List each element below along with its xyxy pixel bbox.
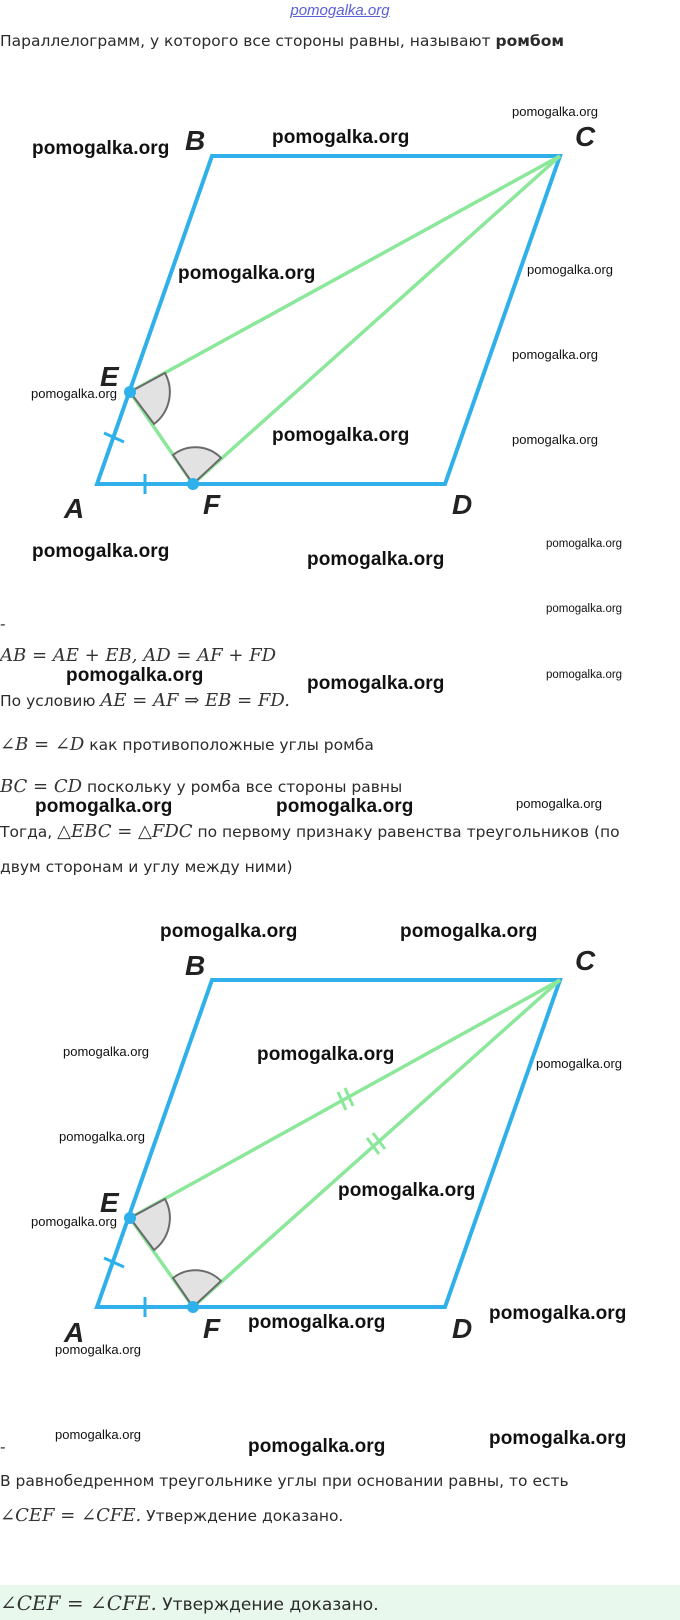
- angle-f-arc: [173, 447, 221, 484]
- conclusion-math: ∠CEF = ∠CFE.: [0, 1505, 142, 1526]
- label-b-2: B: [185, 950, 206, 981]
- label-d-2: D: [452, 1313, 473, 1344]
- proof-line-3: [0, 734, 374, 755]
- angle-e-arc: [130, 373, 170, 424]
- intro-bold-term: ромбом: [495, 32, 565, 50]
- watermark: pomogalka.org: [512, 347, 598, 362]
- point-e: [124, 386, 136, 398]
- conclusion-line: [0, 1505, 343, 1526]
- answer-suffix: Утверждение доказано.: [156, 1595, 379, 1615]
- watermark: pomogalka.org: [338, 1180, 476, 1201]
- proof-line-4: [0, 776, 402, 797]
- label-c-2: C: [575, 945, 596, 976]
- proof-line-3-text: как противоположные углы ромба: [84, 736, 374, 754]
- point-f: [187, 478, 199, 490]
- watermark: pomogalka.org: [55, 1342, 141, 1357]
- watermark: pomogalka.org: [400, 921, 538, 942]
- watermark: pomogalka.org: [248, 1436, 386, 1457]
- segment-fc-2: [193, 980, 560, 1307]
- intro-text: Параллелограмм, у которого все стороны равны, называют: [0, 32, 496, 50]
- watermark: pomogalka.org: [546, 669, 623, 681]
- label-d: D: [452, 489, 473, 520]
- angle-e-arc-2: [130, 1199, 170, 1250]
- label-b: B: [185, 125, 206, 156]
- watermark: pomogalka.org: [272, 425, 410, 446]
- watermark: pomogalka.org: [55, 1427, 141, 1442]
- watermark: pomogalka.org: [160, 921, 298, 942]
- rhombus-figure-1: [0, 110, 680, 530]
- proof-line-4-math: BC = CD: [0, 776, 83, 797]
- watermark: pomogalka.org: [63, 1044, 149, 1059]
- answer-math: ∠CEF = ∠CFE.: [0, 1591, 157, 1615]
- proof-line-5-text: по первому признаку равенства треугольников (по: [192, 823, 620, 841]
- rhombus-outline-2: [97, 980, 560, 1307]
- watermark: pomogalka.org: [59, 1129, 145, 1144]
- watermark: pomogalka.org: [257, 1044, 395, 1065]
- label-e-2: E: [100, 1187, 119, 1218]
- watermark: pomogalka.org: [276, 796, 414, 817]
- watermark: pomogalka.org: [66, 665, 204, 686]
- conclusion-text: В равнобедренном треугольнике углы при основании равны, то есть: [0, 1472, 569, 1490]
- watermark: pomogalka.org: [307, 673, 445, 694]
- proof-line-5-math: △EBC = △FDC: [57, 821, 193, 842]
- label-a: A: [64, 493, 85, 524]
- watermark: pomogalka.org: [32, 541, 170, 562]
- watermark: pomogalka.org: [512, 104, 598, 119]
- point-f-2: [187, 1301, 199, 1313]
- watermark: pomogalka.org: [248, 1312, 386, 1333]
- watermark: pomogalka.org: [35, 796, 173, 817]
- proof-line-1: AB = AE + EB, AD = AF + FD: [0, 645, 277, 666]
- watermark: pomogalka.org: [307, 549, 445, 570]
- proof-line-3-math: ∠B = ∠D: [0, 734, 85, 755]
- point-e-2: [124, 1212, 136, 1224]
- dash-separator-1: -: [0, 615, 6, 633]
- proof-line-5: [0, 821, 620, 842]
- watermark: pomogalka.org: [489, 1428, 627, 1449]
- rhombus-figure-2: [0, 940, 680, 1360]
- angle-f-arc-2: [173, 1270, 221, 1307]
- label-f: F: [203, 489, 221, 520]
- watermark: pomogalka.org: [489, 1303, 627, 1324]
- watermark: pomogalka.org: [536, 1056, 622, 1071]
- answer-line: [0, 1591, 379, 1615]
- proof-line-5-prefix: Тогда,: [0, 823, 58, 841]
- label-e: E: [100, 361, 119, 392]
- watermark: pomogalka.org: [546, 603, 623, 615]
- conclusion-suffix: Утверждение доказано.: [141, 1507, 344, 1525]
- dash-separator-2: -: [0, 1438, 6, 1456]
- proof-line-2-math: AE = AF ⇒ EB = FD.: [100, 690, 290, 711]
- proof-line-4-text: поскольку у ромба все стороны равны: [82, 778, 403, 796]
- site-link[interactable]: pomogalka.org: [290, 2, 390, 19]
- label-f-2: F: [203, 1313, 221, 1344]
- watermark: pomogalka.org: [178, 263, 316, 284]
- watermark: pomogalka.org: [31, 1214, 117, 1229]
- watermark: pomogalka.org: [516, 796, 602, 811]
- proof-line-2-prefix: По условию: [0, 692, 101, 710]
- proof-line-6: двум сторонам и углу между ними): [0, 858, 293, 876]
- intro-paragraph: [0, 32, 564, 50]
- watermark: pomogalka.org: [546, 538, 623, 550]
- label-c: C: [575, 121, 596, 152]
- label-a-2: A: [64, 1317, 85, 1348]
- proof-line-2: [0, 690, 290, 711]
- watermark: pomogalka.org: [512, 432, 598, 447]
- watermark: pomogalka.org: [31, 386, 117, 401]
- watermark: pomogalka.org: [527, 262, 613, 277]
- watermark: pomogalka.org: [32, 138, 170, 159]
- watermark: pomogalka.org: [272, 127, 410, 148]
